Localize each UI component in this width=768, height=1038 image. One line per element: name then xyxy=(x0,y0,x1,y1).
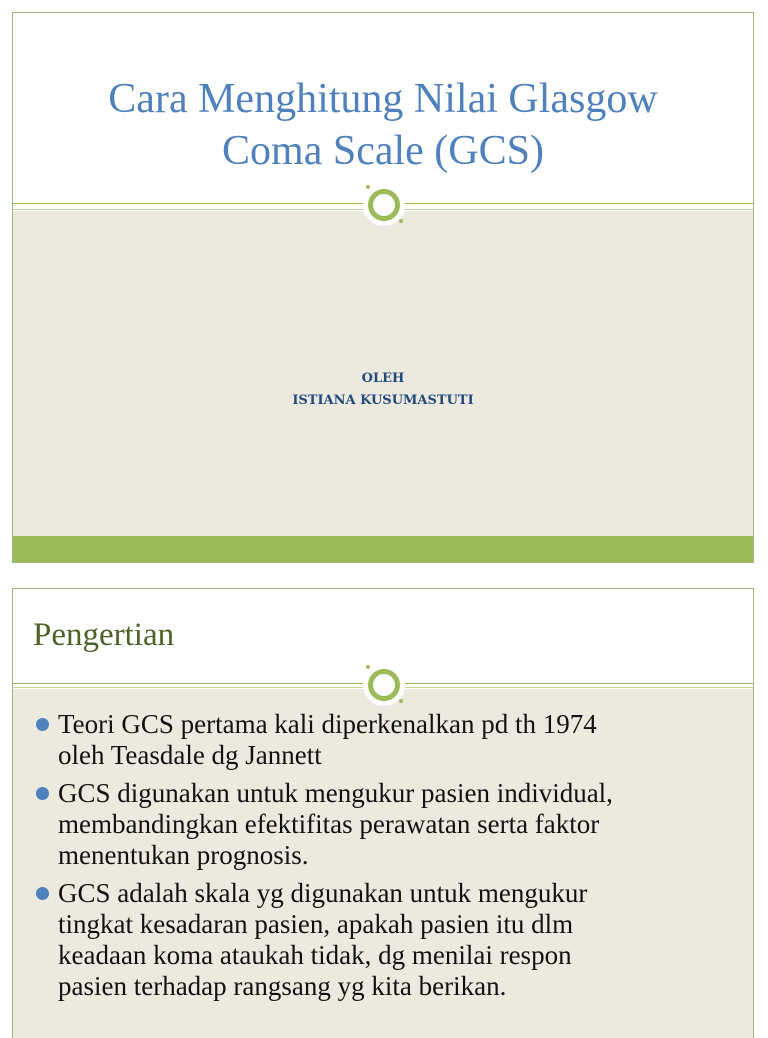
slide-heading: Pengertian xyxy=(33,617,175,653)
bullet-list xyxy=(31,709,733,1009)
bullet-icon xyxy=(36,787,49,800)
author-label: OLEH xyxy=(361,371,405,386)
divider-ring-icon xyxy=(368,669,400,701)
bullet-icon xyxy=(36,887,49,900)
bullet-line: oleh Teasdale dg Jannett xyxy=(58,740,322,770)
author-name: ISTIANA KUSUMASTUTI xyxy=(292,393,474,408)
slide-title-line-2: Coma Scale (GCS) xyxy=(222,128,544,174)
list-item xyxy=(31,709,733,771)
divider-ring-icon xyxy=(368,189,400,221)
content-slide xyxy=(12,588,754,1038)
slide-title xyxy=(13,73,753,177)
bullet-line: keadaan koma ataukah tidak, dg menilai respon xyxy=(58,940,572,970)
bullet-line: Teori GCS pertama kali diperkenalkan pd th 1974 xyxy=(58,709,597,739)
list-item xyxy=(31,878,733,1002)
list-item xyxy=(31,778,733,871)
bullet-line: menentukan prognosis. xyxy=(58,840,309,870)
bullet-line: tingkat kesadaran pasien, apakah pasien itu dlm xyxy=(58,909,574,939)
bullet-line: GCS adalah skala yg digunakan untuk mengukur xyxy=(58,878,588,908)
author-block xyxy=(13,368,753,412)
bullet-icon xyxy=(36,718,49,731)
ring-dot-icon xyxy=(366,185,370,189)
ring-dot-icon xyxy=(399,219,403,223)
slide-title-line-1: Cara Menghitung Nilai Glasgow xyxy=(108,76,658,122)
bullet-line: membandingkan efektifitas perawatan serta faktor xyxy=(58,809,600,839)
title-slide xyxy=(12,12,754,563)
bullet-line: pasien terhadap rangsang yg kita berikan. xyxy=(58,971,507,1001)
ring-dot-icon xyxy=(399,699,403,703)
ring-dot-icon xyxy=(366,665,370,669)
footer-bar xyxy=(13,536,753,562)
bullet-line: GCS digunakan untuk mengukur pasien individual, xyxy=(58,778,613,808)
